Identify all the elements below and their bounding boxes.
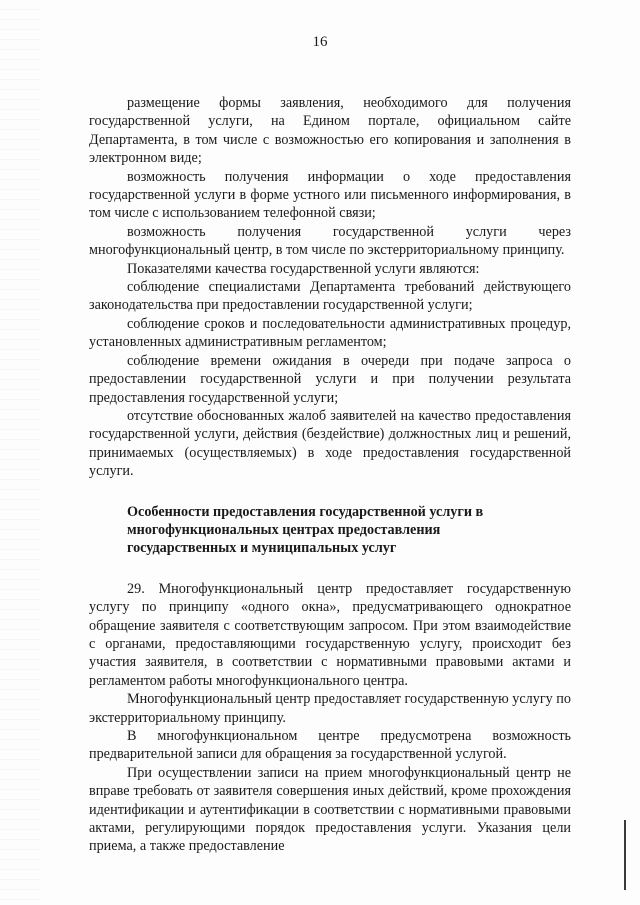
paragraph: В многофункциональном центре предусмотрена возможность предварительной записи для обращения за государственной услугой. xyxy=(89,728,571,763)
paragraph: возможность получения информации о ходе предоставления государственной услуги в форме устного или письменного информирования, в том числе с использованием телефонной связи; xyxy=(89,168,571,222)
paragraph: Многофункциональный центр предоставляет государственную услугу по экстерриториальному принципу. xyxy=(89,691,571,726)
paragraph: При осуществлении записи на прием многофункциональный центр не вправе требовать от заявителя совершения иных действий, кроме прохождения идентификации и аутентификации в соответствии с нормативными правовыми актами, регулирующими порядок предоставления услуги. Указания цели приема, а также предоставление xyxy=(89,764,571,855)
paragraph: 29. Многофункциональный центр предоставляет государственную услугу по принципу «одного окна», предусматривающего однократное обращение заявителя с соответствующим запросом. При этом взаимодействие с органами, предоставляющими государственную услугу, происходит без участия заявителя, в соответствии с нормативными правовыми актами и регламентом работы многофункционального центра. xyxy=(89,580,571,689)
paragraph: соблюдение времени ожидания в очереди при подаче запроса о предоставлении государственной услуги и при получении результата предоставления государственной услуги; xyxy=(89,352,571,406)
scan-edge-artifact xyxy=(0,0,40,905)
page-number: 16 xyxy=(312,34,328,50)
paragraph: возможность получения государственной услуги через многофункциональный центр, в том числе по экстерриториальному принципу. xyxy=(89,223,571,259)
paragraph: размещение формы заявления, необходимого для получения государственной услуги, на Едином портале, официальном сайте Департамента, в том числе с возможностью его копирования и заполнения в электронном виде; xyxy=(89,95,571,167)
scan-margin-mark xyxy=(624,820,626,890)
paragraph: соблюдение сроков и последовательности административных процедур, установленных административным регламентом; xyxy=(89,315,571,351)
section-heading-line: государственных и муниципальных услуг xyxy=(127,540,397,557)
paragraph: отсутствие обоснованных жалоб заявителей на качество предоставления государственной услуги, действия (бездействие) должностных лиц и решений, принимаемых (осуществляемых) в ходе предоставления государственной услуги. xyxy=(89,407,571,480)
document-body xyxy=(89,94,571,856)
paragraph: Показателями качества государственной услуги являются: xyxy=(127,260,480,277)
section-heading xyxy=(89,503,571,558)
section-heading-line: многофункциональных центрах предоставления xyxy=(127,521,441,538)
paragraph: соблюдение специалистами Департамента требований действующего законодательства при предоставлении государственной услуги; xyxy=(89,279,571,314)
section-heading-line: Особенности предоставления государственной услуги в xyxy=(127,503,484,520)
